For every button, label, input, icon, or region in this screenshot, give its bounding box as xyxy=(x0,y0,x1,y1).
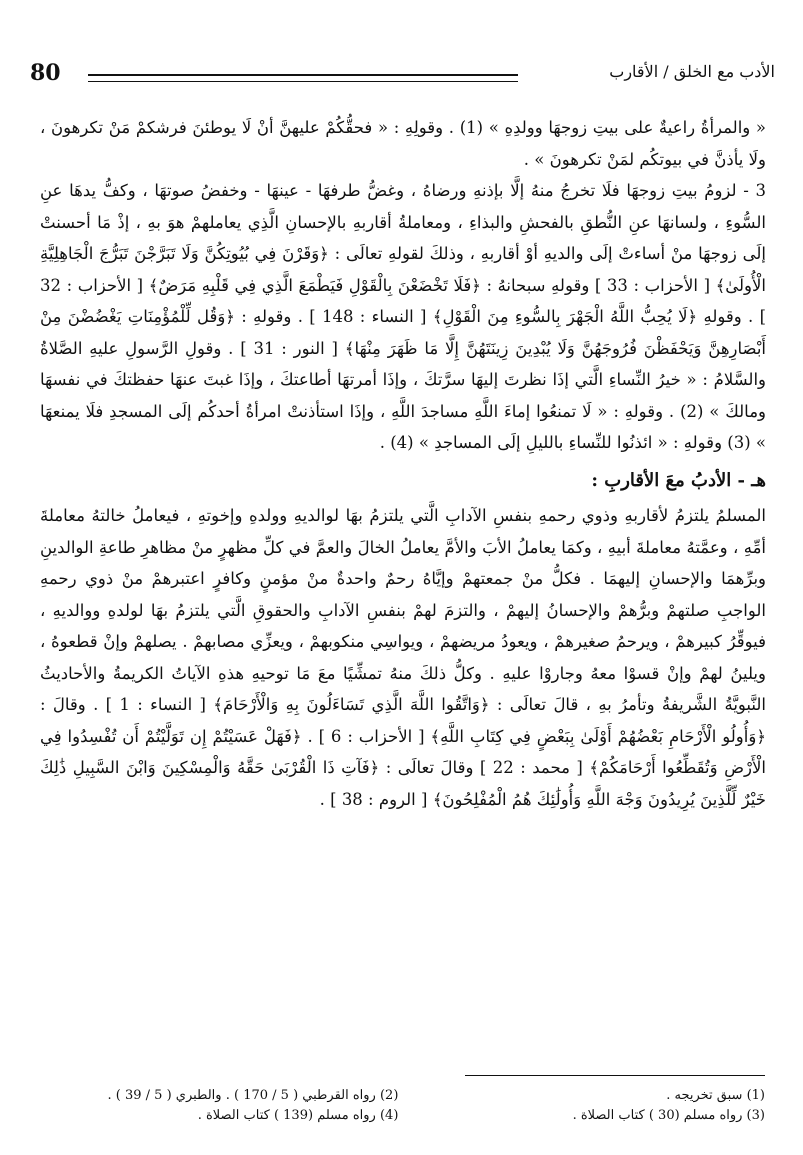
header-rule xyxy=(88,74,518,82)
paragraph: المسلمُ يلتزمُ لأقاربهِ وذوي رحمهِ بنفسِ الآدابِ الَّتي يلتزمُ بهَا لوالديهِ وولدهِ وإخوتهِ ، فيعاملُ خالتهُ معاملةَ أمِّهِ ، وعمَّتهُ معاملةَ أبيهِ ، وكمَا يعاملُ الأبَ والأمَّ يعاملُ الخالَ والعمَّ في كلِّ مظهرٍ منْ مظاهرِ طاعةِ الوالدينِ وبرِّهمَا والإحسانِ إليهمَا . فكلُّ منْ جمعتهمْ وإيَّاهُ رحمٌ واحدةٌ منْ مؤمنٍ وكافرٍ اعتبرهمْ منْ ذوي رحمهِ الواجبِ صلتهمْ وبرُّهمْ والإحسانُ إليهمْ ، والتزمَ لهمْ بنفسِ الآدابِ والحقوقِ الَّتي يلتزمُ بهَا لولدهِ ووالديهِ ، فيوقِّرُ كبيرهمْ ، ويرحمُ صغيرهمْ ، ويعودُ مريضهمْ ، ويواسِي منكوبهمْ ، ويعزِّي مصابهمْ . يصلهمْ وإنْ قطعوهُ ، ويلينُ لهمْ وإنْ قسوْا معهُ وجاروْا عليهِ . وكلُّ ذلكَ منهُ تمشِّيًا معَ مَا توحيهِ هذهِ الآياتُ الكريمةُ والأحاديثُ النَّبويَّةُ الشَّريفةُ وتأمرُ بهِ ، قالَ تعالَى : ﴿وَاتَّقُوا اللَّهَ الَّذِي تَسَاءَلُونَ بِهِ وَالْأَرْحَامَ﴾ [ النساء : 1 ] . وقالَ : ﴿وَأُولُو الْأَرْحَامِ بَعْضُهُمْ أَوْلَىٰ بِبَعْضٍ فِي كِتَابِ اللَّهِ﴾ [ الأحزاب : 6 ] . ﴿فَهَلْ عَسَيْتُمْ إِن تَوَلَّيْتُمْ أَن تُفْسِدُوا فِي الْأَرْضِ وَتُقَطِّعُوا أَرْحَامَكُمْ﴾ [ محمد : 22 ] وقالَ تعالَى : ﴿فَآتِ ذَا الْقُرْبَىٰ حَقَّهُ وَالْمِسْكِينَ وَابْنَ السَّبِيلِ ذَٰلِكَ خَيْرٌ لِّلَّذِينَ يُرِيدُونَ وَجْهَ اللَّهِ وَأُولَٰئِكَ هُمُ الْمُفْلِحُونَ﴾ [ الروم : 38 ] . xyxy=(40,506,767,809)
footnote: (4) رواه مسلم (139 ) كتاب الصلاة . xyxy=(197,1108,399,1123)
page-number: 80 xyxy=(30,60,61,86)
running-title: الأدب مع الخلق / الأقارب xyxy=(609,62,775,81)
footnotes xyxy=(60,1086,765,1126)
paragraph: 3 - لزومُ بيتِ زوجهَا فلَا تخرجُ منهُ إلَّا بإذنهِ ورضاهُ ، وغضُّ طرفهَا - عينهَا - وخفضُ صوتهَا ، وكفُّ يدهَا عنِ السُّوءِ ، ولسانهَا عنِ النُّطقِ بالفحشِ والبذاءِ ، ومعاملةُ أقاربهِ بالإحسانِ الَّذِي يعاملهمْ هوَ بهِ ، إذْ مَا أحسنتْ إلَى زوجهَا منْ أساءتْ إلَى والديهِ أوْ أقاربهِ ، وذلكَ لقولهِ تعالَى : ﴿وَقَرْنَ فِي بُيُوتِكُنَّ وَلَا تَبَرَّجْنَ تَبَرُّجَ الْجَاهِلِيَّةِ الْأُولَىٰ﴾ [ الأحزاب : 33 ] وقولهِ سبحانهُ : ﴿فَلَا تَخْضَعْنَ بِالْقَوْلِ فَيَطْمَعَ الَّذِي فِي قَلْبِهِ مَرَضٌ﴾ [ الأحزاب : 32 ] . وقولهِ ﴿لَا يُحِبُّ اللَّهُ الْجَهْرَ بِالسُّوءِ مِنَ الْقَوْلِ﴾ [ النساء : 148 ] . وقولهِ : ﴿وَقُل لِّلْمُؤْمِنَاتِ يَغْضُضْنَ مِنْ أَبْصَارِهِنَّ وَيَحْفَظْنَ فُرُوجَهُنَّ وَلَا يُبْدِينَ زِينَتَهُنَّ إِلَّا مَا ظَهَرَ مِنْهَا﴾ [ النور : 31 ] . وقولِ الرَّسولِ عليهِ الصَّلاةُ والسَّلامُ : « خيرُ النِّساءِ الَّتي إذَا نظرتَ إليهَا سرَّتكَ ، وإذَا أمرتهَا أطاعتكَ ، وإذَا غبتَ عنهَا حفظتكَ في نفسهَا ومالكَ » (2) . وقولهِ : « لَا تمنعُوا إماءَ اللَّهِ مساجدَ اللَّهِ ، وإذَا استأذنتْ امرأةُ أحدكُم إلَى المسجدِ فلَا يمنعهَا » (3) وقولهِ : « ائذنُوا للنِّساءِ بالليلِ إلَى المساجدِ » (4) . xyxy=(40,181,767,452)
footnote: (3) رواه مسلم (30 ) كتاب الصلاة . xyxy=(572,1108,765,1123)
footnote-separator xyxy=(465,1075,765,1076)
paragraph: « والمرأةُ راعيةٌ على بيتِ زوجهَا وولدِهِ » (1) . وقولِهِ : « فحقُّكُمْ عليهنَّ أنْ لَا يوطئنَ فرشكمْ مَنْ تكرهونَ ، ولَا يأذنَّ في بيوتكُم لمَنْ تكرهونَ » . xyxy=(40,118,766,169)
main-text xyxy=(40,112,766,815)
footnote: (2) رواه القرطبي ( 5 / 170 ) . والطبري ( 5 / 39 ) . xyxy=(107,1088,399,1103)
section-heading: هـ - الأدبُ معَ الأقاربِ : xyxy=(591,469,766,491)
page-header xyxy=(30,60,775,96)
footnote: (1) سبق تخريجه . xyxy=(666,1088,765,1103)
